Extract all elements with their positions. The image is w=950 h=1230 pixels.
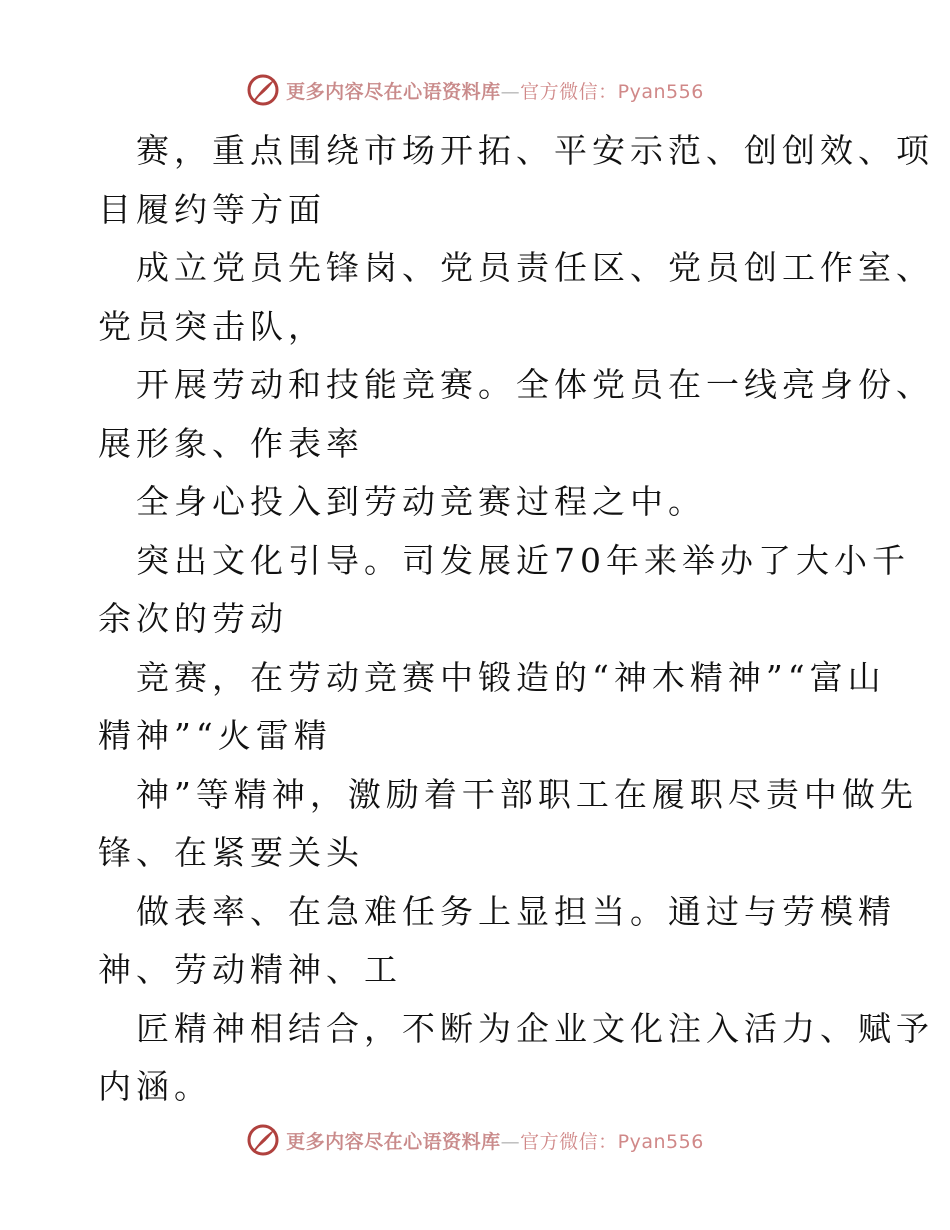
text-line: 内涵。 — [98, 1067, 212, 1106]
footer-banner-contact: 官方微信：Pyan556 — [520, 1130, 704, 1153]
text-line: 余次的劳动 — [98, 599, 288, 638]
feather-quill-logo-icon — [246, 73, 280, 107]
header-banner — [0, 70, 950, 110]
text-line: 开展劳动和技能竞赛。全体党员在一线亮身份、 — [136, 365, 934, 404]
paragraph-4 — [98, 473, 858, 532]
header-banner-main: 更多内容尽在心语资料库 — [286, 80, 501, 103]
paragraph-2 — [98, 239, 934, 356]
document-body — [98, 122, 934, 1117]
paragraph-9 — [98, 1000, 934, 1117]
feather-quill-logo-icon — [246, 1123, 280, 1157]
header-banner-dash: — — [500, 80, 521, 103]
paragraph-7 — [98, 766, 918, 883]
text-line: 成立党员先锋岗、党员责任区、党员创工作室、 — [136, 248, 934, 287]
text-line: 精神”“火雷精 — [98, 716, 332, 755]
footer-banner-dash: — — [500, 1130, 521, 1153]
header-banner-contact: 官方微信：Pyan556 — [520, 80, 704, 103]
text-line: 展形象、作表率 — [98, 423, 364, 463]
text-line: 竞赛，在劳动竞赛中锻造的“神木精神”“富山 — [136, 657, 886, 697]
text-line: 党员突击队， — [98, 306, 326, 346]
paragraph-5 — [98, 532, 910, 649]
text-line: 匠精神相结合，不断为企业文化注入活力、赋予 — [136, 1008, 934, 1048]
text-line: 全身心投入到劳动竞赛过程之中。 — [136, 482, 706, 521]
footer-banner-main: 更多内容尽在心语资料库 — [286, 1130, 501, 1153]
text-line: 突出文化引导。司发展近70年来举办了大小千 — [136, 540, 910, 580]
text-line: 锋、在紧要关头 — [98, 833, 364, 872]
text-line: 赛，重点围绕市场开拓、平安示范、创创效、项 — [136, 131, 934, 170]
paragraph-1 — [98, 122, 934, 239]
text-line: 做表率、在急难任务上显担当。通过与劳模精 — [136, 891, 896, 931]
paragraph-8 — [98, 883, 896, 1000]
paragraph-6 — [98, 649, 886, 766]
header-banner-text — [286, 77, 704, 104]
text-line: 神”等精神，激励着干部职工在履职尽责中做先 — [136, 774, 918, 814]
text-line: 目履约等方面 — [98, 189, 326, 229]
paragraph-3 — [98, 356, 934, 473]
footer-banner — [0, 1120, 950, 1160]
footer-banner-text — [286, 1127, 704, 1154]
text-line: 神、劳动精神、工 — [98, 950, 402, 989]
